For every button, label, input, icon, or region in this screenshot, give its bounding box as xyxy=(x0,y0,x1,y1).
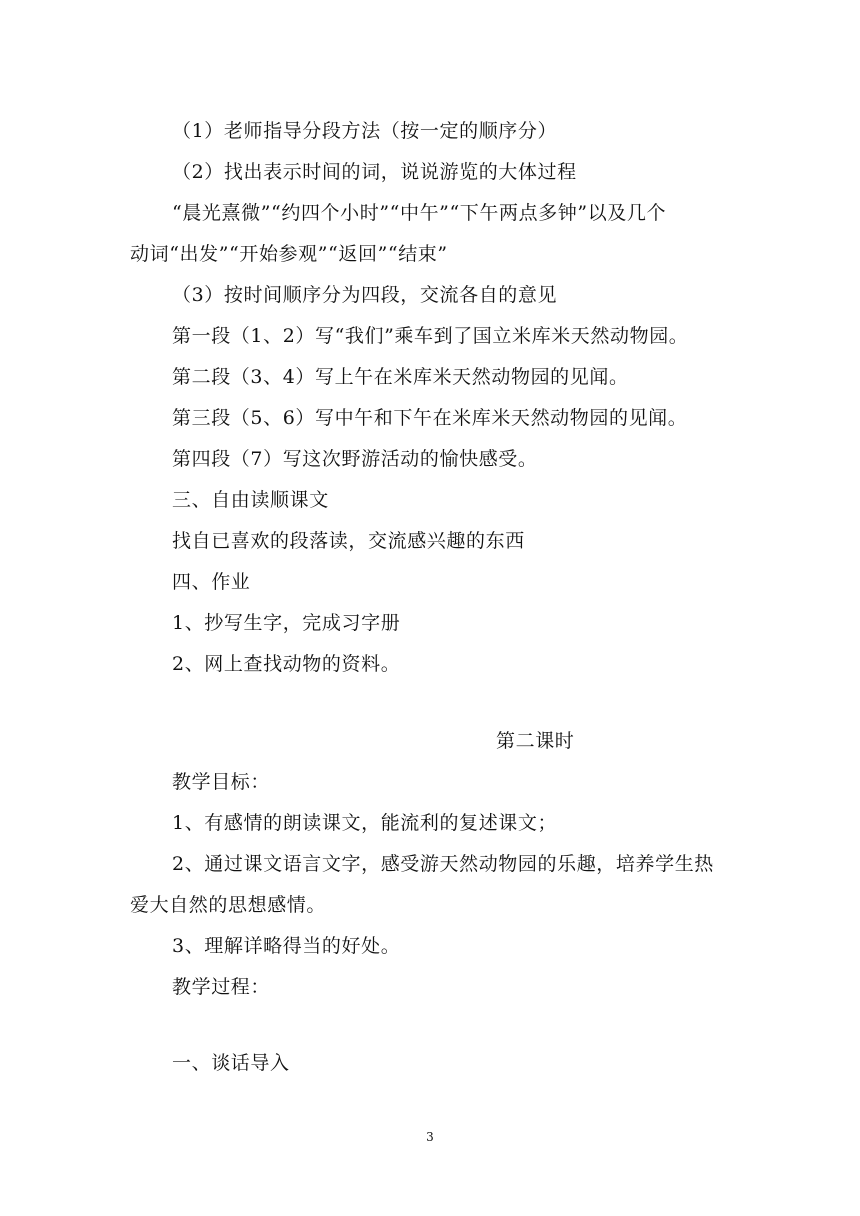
section-heading: 四、作业 xyxy=(172,571,251,593)
text-line: 第一段（1、2）写“我们”乘车到了国立米库米天然动物园。 xyxy=(172,325,689,347)
text-line: 教学目标： xyxy=(172,771,271,793)
text-line: 2、网上查找动物的资料。 xyxy=(172,653,401,675)
text-line: （1）老师指导分段方法（按一定的顺序分） xyxy=(172,120,558,142)
text-line: 1、抄写生字，完成习字册 xyxy=(172,612,401,634)
text-line: 第三段（5、6）写中午和下午在米库米天然动物园的见闻。 xyxy=(172,407,688,429)
page-number: 3 xyxy=(426,1130,434,1144)
text-line: 教学过程： xyxy=(172,976,271,998)
section-heading: 一、谈话导入 xyxy=(172,1052,290,1074)
text-line: 1、有感情的朗读课文，能流利的复述课文； xyxy=(172,812,558,834)
section-heading: 三、自由读顺课文 xyxy=(172,489,329,511)
text-line: 第二段（3、4）写上午在米库米天然动物园的见闻。 xyxy=(172,366,629,388)
text-line: （2）找出表示时间的词，说说游览的大体过程 xyxy=(172,161,577,183)
text-line: 动词“出发”“开始参观”“返回”“结束” xyxy=(130,243,448,265)
text-line: （3）按时间顺序分为四段，交流各自的意见 xyxy=(172,284,558,306)
text-line: “晨光熹微”“约四个小时”“中午”“下午两点多钟”以及几个 xyxy=(172,202,667,224)
text-line: 爱大自然的思想感情。 xyxy=(130,894,327,916)
text-line: 找自已喜欢的段落读，交流感兴趣的东西 xyxy=(172,530,525,552)
text-line: 第四段（7）写这次野游活动的愉快感受。 xyxy=(172,448,538,470)
lesson-title: 第二课时 xyxy=(496,730,575,752)
text-line: 2、通过课文语言文字，感受游天然动物园的乐趣，培养学生热 xyxy=(172,853,714,875)
text-line: 3、理解详略得当的好处。 xyxy=(172,935,401,957)
